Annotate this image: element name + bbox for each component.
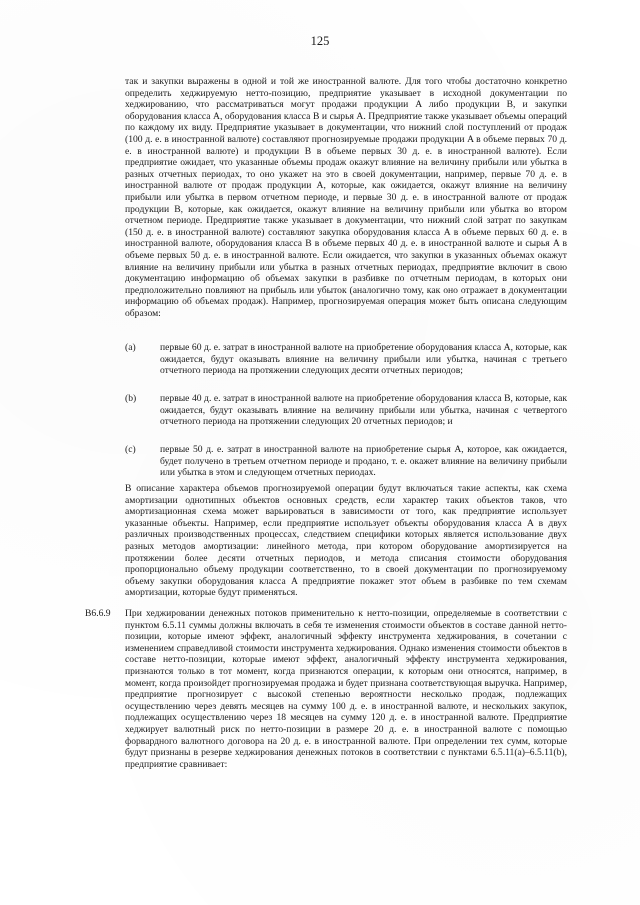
section-text: При хеджировании денежных потоков применительно к нетто-позиции, определяемые в соответствии с пунктом 6.5.11 суммы должны включать в себя те изменения стоимости объектов в составе данной нетто-позиции, которые имеют эффект, аналогичный эффекту инструмента хеджирования, в сочетании с изменением справедливой стоимости инструмента хеджирования. Однако изменения стоимости объектов в составе нетто-позиции, которые имеют эффект, аналогичный эффекту инструмента хеджирования, признаются только в тот момент, когда признаются операции, к которым они относятся, например, в момент, когда произойдет прогнозируемая продажа и будет признана соответствующая выручка. Например, предприятие прогнозирует с высокой степенью вероятности несколько продаж, подлежащих осуществлению через девять месяцев на сумму 100 д. е. в иностранной валюте, и нескольких закупок, подлежащих осуществлению через 18 месяцев на сумму 120 д. е. в иностранной валюте. Предприятие хеджирует валютный риск по нетто-позиции в размере 20 д. е. в иностранной валюте с помощью форвардного валютного договора на 20 д. е. в иностранной валюте. При определении тех сумм, которые будут признаны в резерве хеджирования денежных потоков в соответствии с пунктами 6.5.11(a)–6.5.11(b), предприятие сравнивает: — [125, 608, 567, 770]
paragraph-intro: так и закупки выражены в одной и той же иностранной валюте. Для того чтобы достаточно конкретно определить хеджируемую нетто-позицию, предприятие указывает в исходной документации по хеджированию, что рассматриваться могут продажи продукции A либо продукции B, и закупки оборудования класса A, оборудования класса B и сырья A. Предприятие также указывает объемы операций по каждому их виду. Предприятие указывает в документации, что нижний слой поступлений от продаж (100 д. е. в иностранной валюте) составляют прогнозируемые продажи продукции A в объеме первых 70 д. е. в иностранной валюте) и продукции B в объеме первых 30 д. е. в иностранной валюте). Если предприятие ожидает, что указанные объемы продаж окажут влияние на величину прибыли или убытка в разных отчетных периодах, то оно укажет на это в своей документации, например, первые 70 д. е. в иностранной валюте от продаж продукции A, которые, как ожидается, окажут влияние на величину прибыли или убытка в первом отчетном периоде, и первые 30 д. е. в иностранной валюте от продаж продукции B, которые, как ожидается, окажут влияние на величину прибыли или убытка во втором отчетном периоде. Предприятие также указывает в документации, что нижний слой затрат по закупкам (150 д. е. в иностранной валюте) составляют закупка оборудования класса A в объеме первых 60 д. е. в иностранной валюте, оборудования класса B в объеме первых 40 д. е. в иностранной валюте и сырья A в объеме первых 50 д. е. в иностранной валюте. Если ожидается, что закупки в указанных объемах окажут влияние на величину прибыли или убытка в разных отчетных периодах, предприятие включит в свою документацию информацию об объемах закупки в разбивке по отчетным периодам, в которых они предположительно повлияют на прибыль или убыток (аналогично тому, как оно отражает в документации информацию об объемах продаж). Например, прогнозируемая операция может быть описана следующим образом: — [125, 76, 567, 319]
section-number: B6.6.9 — [85, 608, 111, 619]
list-marker-a: (a) — [125, 342, 136, 353]
list-marker-c: (c) — [125, 444, 136, 455]
paragraph-depreciation: В описание характера объемов прогнозируемой операции будут включаться такие аспекты, как схема амортизации однотипных объектов основных средств, если характер таких объектов таков, что амортизационная схема может варьироваться в зависимости от того, как предприятие использует указанные объекты. Например, если предприятие использует объекты оборудования класса A в двух различных производственных процессах, следствием специфики которых является использование двух разных методов амортизации: линейного метода, при котором оборудование амортизируется на протяжении более десяти отчетных периодов, и метода списания стоимости оборудования пропорционально объему продукции соответственно, то в своей документации по прогнозируемому объему закупки оборудования класса A предприятие покажет этот объем в разбивке по тем схемам амортизации, которые будут применяться. — [125, 483, 567, 599]
section-b6-6-9 — [85, 608, 567, 770]
list-item-b — [125, 393, 567, 428]
page-number: 125 — [310, 34, 330, 48]
list-item-a — [125, 342, 567, 377]
list-marker-b: (b) — [125, 393, 137, 404]
list-text-b: первые 40 д. е. затрат в иностранной валюте на приобретение оборудования класса B, которые, как ожидается, будут оказывать влияние на величину прибыли или убытка, начиная с четвертого отчетного периода на протяжении следующих 20 отчетных периодов; и — [160, 393, 567, 428]
list-text-c: первые 50 д. е. затрат в иностранной валюте на приобретение сырья A, которое, как ожидается, будет получено в третьем отчетном периоде и продано, т. е. окажет влияние на величину прибыли или убытка в этом и следующем отчетных периодах. — [160, 444, 567, 479]
list-item-c — [125, 444, 567, 479]
list-text-a: первые 60 д. е. затрат в иностранной валюте на приобретение оборудования класса A, которые, как ожидается, будут оказывать влияние на величину прибыли или убытка, начиная с третьего отчетного периода на протяжении следующих десяти отчетных периодов; — [160, 342, 567, 377]
